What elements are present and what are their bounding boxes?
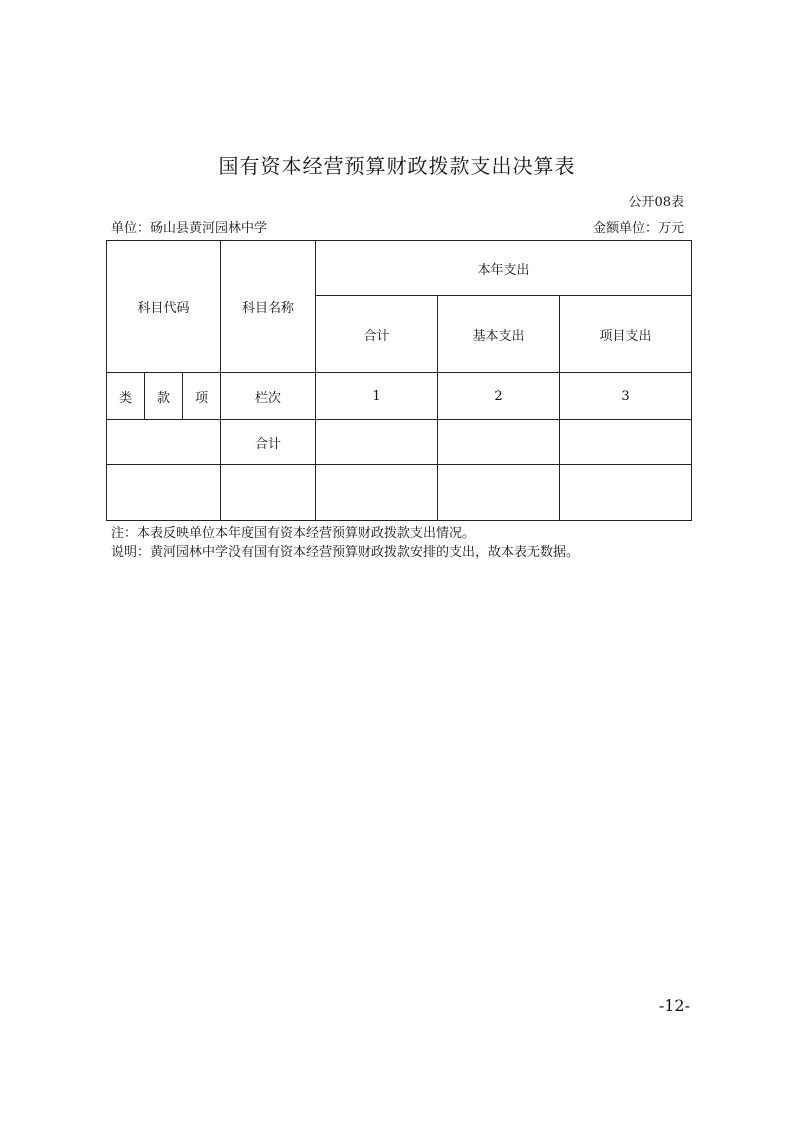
total-row-project: [560, 420, 692, 465]
column-1: 1: [316, 373, 438, 420]
total-row: [107, 420, 692, 465]
header-project-expense: 项目支出: [560, 296, 692, 373]
note-line: 注：本表反映单位本年度国有资本经营预算财政拨款支出情况。: [111, 526, 476, 541]
column-label: 栏次: [221, 373, 316, 420]
code-item: 项: [183, 373, 221, 420]
explanation-line: 说明：黄河园林中学没有国有资本经营预算财政拨款安排的支出，故本表无数据。: [111, 545, 580, 560]
expense-table: [106, 240, 692, 521]
header-total: 合计: [316, 296, 438, 373]
code-section: 款: [145, 373, 183, 420]
header-current-year-expense: 本年支出: [316, 241, 692, 296]
header-basic-expense: 基本支出: [438, 296, 560, 373]
document-title: 国有资本经营预算财政拨款支出决算表: [218, 154, 576, 178]
page-number: -12-: [658, 996, 690, 1015]
column-number-row: [107, 373, 692, 420]
code-category: 类: [107, 373, 145, 420]
unit-label: 单位：砀山县黄河园林中学: [111, 221, 268, 236]
header-subject-code: 科目代码: [107, 241, 221, 373]
column-3: 3: [560, 373, 692, 420]
total-row-code: [107, 420, 221, 465]
total-row-basic: [438, 420, 560, 465]
amount-unit-label: 金额单位：万元: [592, 221, 684, 236]
column-2: 2: [438, 373, 560, 420]
total-row-label: 合计: [221, 420, 316, 465]
total-row-total: [316, 420, 438, 465]
empty-row-total: [316, 465, 438, 521]
header-subject-name: 科目名称: [221, 241, 316, 373]
empty-row-basic: [438, 465, 560, 521]
empty-row-project: [560, 465, 692, 521]
notes-block: [111, 524, 579, 562]
header-row-1: [107, 241, 692, 296]
empty-row-name: [221, 465, 316, 521]
empty-data-row: [107, 465, 692, 521]
empty-row-code: [107, 465, 221, 521]
form-number: 公开08表: [628, 195, 684, 210]
